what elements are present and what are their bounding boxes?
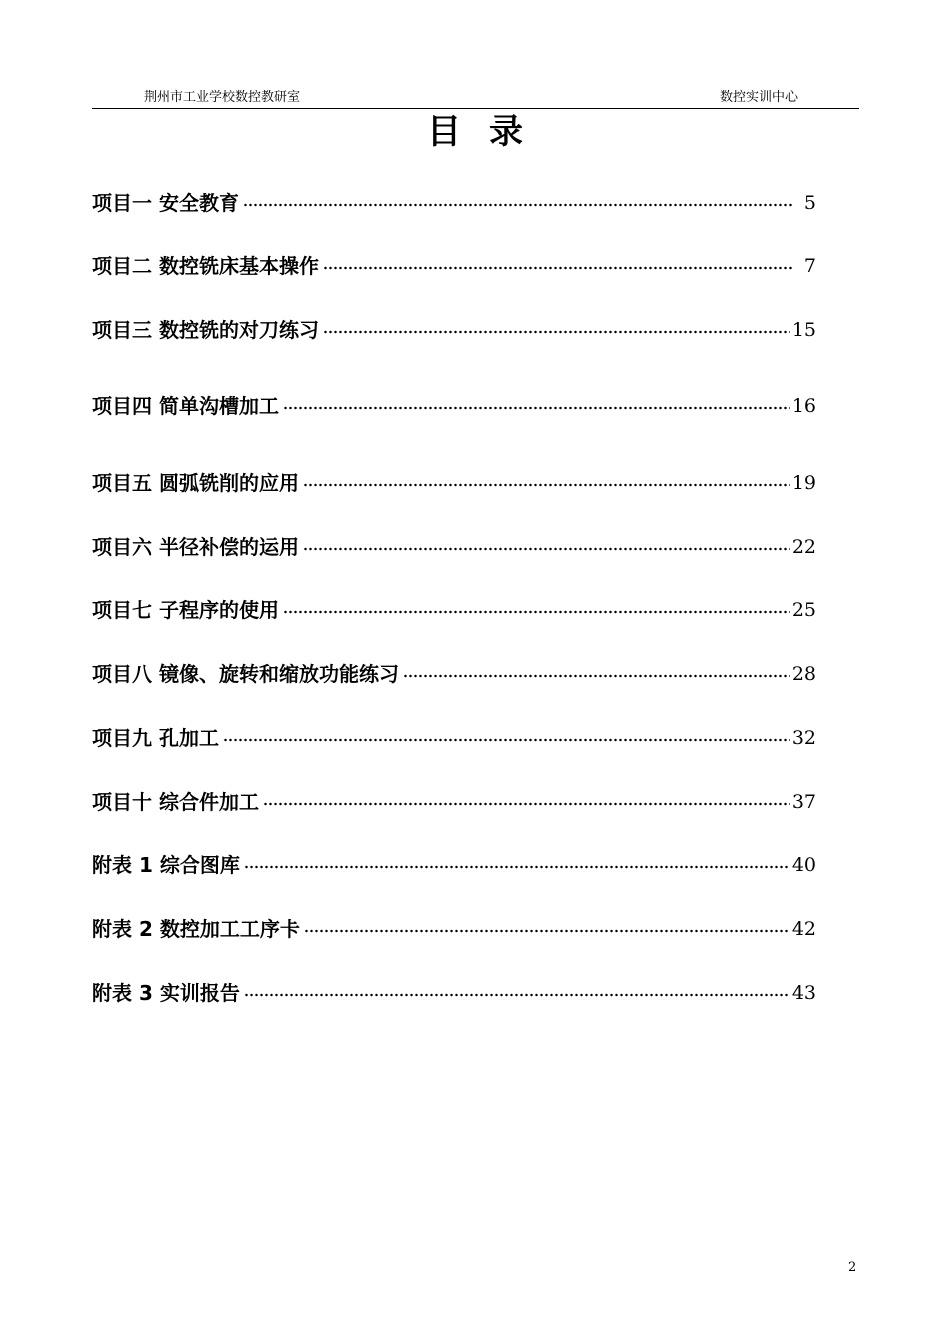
- page-header: [92, 90, 859, 109]
- toc-entry-label: 项目六 半径补偿的运用: [92, 535, 299, 559]
- toc-entry[interactable]: [92, 915, 816, 943]
- toc-dot-leader: [283, 601, 790, 619]
- toc-entry-label: 附表 3 实训报告: [92, 981, 240, 1005]
- toc-entry-label: 项目九 孔加工: [92, 726, 219, 750]
- toc-entry-page: 25: [791, 599, 816, 621]
- toc-entry-label: 项目三 数控铣的对刀练习: [92, 318, 319, 342]
- toc-entry-page: 22: [791, 536, 816, 558]
- toc-entry[interactable]: [92, 979, 816, 1007]
- toc-entry-page: 15: [791, 319, 816, 341]
- toc-entry-page: 40: [791, 854, 816, 876]
- toc-title: 目录: [427, 112, 551, 152]
- toc-entry-page: 7: [803, 255, 816, 277]
- toc-entry-label: 项目四 简单沟槽加工: [92, 394, 279, 418]
- toc-entry-label: 附表 2 数控加工工序卡: [92, 917, 300, 941]
- toc-dot-leader: [283, 397, 790, 415]
- toc-entry-label: 项目七 子程序的使用: [92, 598, 279, 622]
- toc-dot-leader: [223, 729, 790, 747]
- toc-entry-label: 项目五 圆弧铣削的应用: [92, 471, 299, 495]
- toc-entry-label: 附表 1 综合图库: [92, 853, 240, 877]
- toc-entry-page: 37: [791, 791, 816, 813]
- toc-entry-label: 项目一 安全教育: [92, 191, 239, 215]
- toc-entry[interactable]: [92, 469, 816, 497]
- toc-dot-leader: [323, 257, 792, 275]
- toc-entry-page: 28: [791, 663, 816, 685]
- toc-dot-leader: [303, 538, 790, 556]
- page-number: 2: [848, 1260, 857, 1275]
- toc-entry[interactable]: [92, 851, 816, 879]
- toc-dot-leader: [323, 321, 790, 339]
- toc-entry-page: 16: [791, 395, 816, 417]
- toc-entry[interactable]: [92, 189, 816, 217]
- toc-dot-leader: [244, 984, 790, 1002]
- toc-entry-label: 项目十 综合件加工: [92, 790, 259, 814]
- toc-dot-leader: [243, 194, 792, 212]
- toc-entry[interactable]: [92, 788, 816, 816]
- toc-dot-leader: [403, 665, 790, 683]
- toc-entry-page: 42: [791, 918, 816, 940]
- toc-entry[interactable]: [92, 392, 816, 420]
- toc-entry[interactable]: [92, 252, 816, 280]
- toc-dot-leader: [263, 793, 790, 811]
- header-department: 数控实训中心: [720, 90, 799, 105]
- toc-dot-leader: [244, 856, 790, 874]
- toc-entry-label: 项目八 镜像、旋转和缩放功能练习: [92, 662, 399, 686]
- toc-entry-page: 32: [791, 727, 816, 749]
- toc-entry[interactable]: [92, 316, 816, 344]
- toc-dot-leader: [303, 474, 790, 492]
- toc-entry-page: 43: [791, 982, 816, 1004]
- header-school-name: 荆州市工业学校数控教研室: [144, 90, 301, 105]
- toc-entry-page: 19: [791, 472, 816, 494]
- toc-entry-page: 5: [803, 192, 816, 214]
- toc-entry[interactable]: [92, 724, 816, 752]
- toc-entry[interactable]: [92, 660, 816, 688]
- toc-dot-leader: [304, 920, 790, 938]
- toc-entry[interactable]: [92, 533, 816, 561]
- toc-entry[interactable]: [92, 596, 816, 624]
- toc-entry-label: 项目二 数控铣床基本操作: [92, 254, 319, 278]
